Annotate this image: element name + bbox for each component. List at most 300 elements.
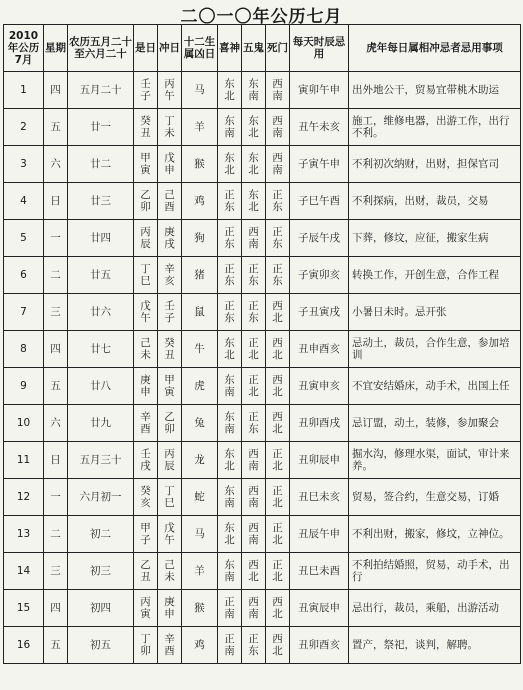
cell-chongri-char: 庚 xyxy=(164,596,175,608)
cell-note: 不利探病，出财，裁员，交易 xyxy=(349,183,521,220)
cell-shiri xyxy=(134,109,158,146)
cell-zodiac-animal: 猴 xyxy=(182,146,218,183)
cell-simen xyxy=(266,442,290,479)
cell-chongri xyxy=(158,146,182,183)
table-row xyxy=(4,590,521,627)
cell-simen-char: 西 xyxy=(272,152,283,164)
cell-simen-char: 北 xyxy=(272,571,283,583)
cell-lunar-date: 廿一 xyxy=(68,109,134,146)
cell-simen-char: 北 xyxy=(272,349,283,361)
cell-lunar-date: 初四 xyxy=(68,590,134,627)
table-row xyxy=(4,146,521,183)
cell-shichen: 丑卯酉亥 xyxy=(290,627,349,664)
cell-chongri xyxy=(158,479,182,516)
cell-wugui-char: 西 xyxy=(248,485,259,497)
column-header: 是日 xyxy=(134,25,158,72)
cell-wugui xyxy=(242,405,266,442)
cell-xishen-char: 正 xyxy=(224,226,235,238)
cell-xishen xyxy=(218,516,242,553)
cell-shichen: 子辰午戌 xyxy=(290,220,349,257)
cell-xishen-char: 东 xyxy=(224,152,235,164)
cell-day: 5 xyxy=(4,220,44,257)
cell-note: 不利拍结婚照，贸易，动手术，出行 xyxy=(349,553,521,590)
cell-shiri-char: 辰 xyxy=(140,238,151,250)
cell-wugui-char: 东 xyxy=(248,78,259,90)
cell-simen-char: 西 xyxy=(272,633,283,645)
cell-shichen: 丑午未亥 xyxy=(290,109,349,146)
cell-shiri-char: 壬 xyxy=(140,78,151,90)
cell-chongri-char: 申 xyxy=(164,164,175,176)
cell-lunar-date: 廿七 xyxy=(68,331,134,368)
cell-simen xyxy=(266,479,290,516)
cell-shiri-char: 庚 xyxy=(140,374,151,386)
cell-shiri xyxy=(134,183,158,220)
cell-chongri-char: 亥 xyxy=(164,275,175,287)
cell-shiri-char: 寅 xyxy=(140,608,151,620)
cell-day: 15 xyxy=(4,590,44,627)
cell-xishen-char: 南 xyxy=(224,608,235,620)
cell-wugui xyxy=(242,257,266,294)
cell-chongri-char: 庚 xyxy=(164,226,175,238)
cell-simen xyxy=(266,146,290,183)
cell-xishen-char: 北 xyxy=(224,534,235,546)
cell-shiri xyxy=(134,405,158,442)
cell-simen-char: 北 xyxy=(272,645,283,657)
almanac-table xyxy=(3,24,521,664)
cell-shiri xyxy=(134,479,158,516)
cell-lunar-date: 廿六 xyxy=(68,294,134,331)
table-row xyxy=(4,627,521,664)
cell-shiri xyxy=(134,294,158,331)
cell-simen xyxy=(266,109,290,146)
cell-weekday: 四 xyxy=(44,590,68,627)
cell-xishen-char: 南 xyxy=(224,497,235,509)
cell-shichen: 丑寅申亥 xyxy=(290,368,349,405)
table-row xyxy=(4,405,521,442)
cell-wugui xyxy=(242,183,266,220)
cell-chongri-char: 子 xyxy=(164,312,175,324)
cell-zodiac-animal: 兔 xyxy=(182,405,218,442)
cell-wugui-char: 东 xyxy=(248,115,259,127)
cell-shiri-char: 亥 xyxy=(140,497,151,509)
cell-xishen-char: 东 xyxy=(224,78,235,90)
cell-shiri-char: 己 xyxy=(140,337,151,349)
cell-zodiac-animal: 猴 xyxy=(182,590,218,627)
table-row xyxy=(4,183,521,220)
cell-xishen-char: 北 xyxy=(224,90,235,102)
cell-wugui-char: 西 xyxy=(248,559,259,571)
cell-simen-char: 西 xyxy=(272,78,283,90)
cell-shichen: 子寅午申 xyxy=(290,146,349,183)
cell-day: 3 xyxy=(4,146,44,183)
cell-note: 出外地公干，贸易宜带桃木助运 xyxy=(349,72,521,109)
cell-weekday: 五 xyxy=(44,368,68,405)
cell-weekday: 一 xyxy=(44,220,68,257)
cell-shiri-char: 卯 xyxy=(140,201,151,213)
cell-day: 1 xyxy=(4,72,44,109)
cell-wugui-char: 南 xyxy=(248,238,259,250)
cell-xishen-char: 正 xyxy=(224,263,235,275)
cell-chongri-char: 戊 xyxy=(164,522,175,534)
cell-xishen-char: 南 xyxy=(224,386,235,398)
cell-xishen-char: 东 xyxy=(224,485,235,497)
cell-zodiac-animal: 鸡 xyxy=(182,183,218,220)
cell-shiri-char: 辛 xyxy=(140,411,151,423)
cell-chongri-char: 壬 xyxy=(164,300,175,312)
cell-xishen-char: 北 xyxy=(224,349,235,361)
cell-shiri xyxy=(134,146,158,183)
cell-chongri xyxy=(158,627,182,664)
cell-simen-char: 西 xyxy=(272,115,283,127)
cell-weekday: 五 xyxy=(44,627,68,664)
cell-chongri-char: 未 xyxy=(164,127,175,139)
cell-weekday: 二 xyxy=(44,257,68,294)
cell-weekday: 四 xyxy=(44,72,68,109)
cell-shiri-char: 癸 xyxy=(140,115,151,127)
cell-shiri xyxy=(134,257,158,294)
cell-wugui-char: 北 xyxy=(248,164,259,176)
cell-note: 忌订盟，动土，装修，参加聚会 xyxy=(349,405,521,442)
cell-wugui-char: 北 xyxy=(248,386,259,398)
cell-xishen xyxy=(218,331,242,368)
cell-shichen: 丑寅辰申 xyxy=(290,590,349,627)
cell-wugui-char: 东 xyxy=(248,152,259,164)
cell-simen xyxy=(266,331,290,368)
cell-chongri-char: 寅 xyxy=(164,386,175,398)
cell-shiri-char: 丙 xyxy=(140,226,151,238)
cell-chongri xyxy=(158,553,182,590)
cell-chongri-char: 丑 xyxy=(164,349,175,361)
cell-chongri-char: 乙 xyxy=(164,411,175,423)
cell-chongri xyxy=(158,72,182,109)
cell-simen xyxy=(266,590,290,627)
cell-zodiac-animal: 羊 xyxy=(182,109,218,146)
cell-xishen-char: 东 xyxy=(224,312,235,324)
cell-xishen xyxy=(218,479,242,516)
cell-simen xyxy=(266,368,290,405)
cell-wugui-char: 南 xyxy=(248,460,259,472)
cell-chongri-char: 丁 xyxy=(164,485,175,497)
cell-lunar-date: 廿二 xyxy=(68,146,134,183)
cell-wugui-char: 东 xyxy=(248,312,259,324)
cell-shiri-char: 甲 xyxy=(140,522,151,534)
cell-chongri-char: 午 xyxy=(164,90,175,102)
cell-xishen xyxy=(218,146,242,183)
cell-shiri xyxy=(134,331,158,368)
cell-wugui-char: 正 xyxy=(248,337,259,349)
cell-simen-char: 西 xyxy=(272,374,283,386)
cell-simen xyxy=(266,294,290,331)
cell-wugui xyxy=(242,331,266,368)
cell-chongri-char: 戊 xyxy=(164,152,175,164)
cell-wugui-char: 南 xyxy=(248,90,259,102)
cell-chongri xyxy=(158,257,182,294)
cell-wugui xyxy=(242,590,266,627)
cell-lunar-date: 六月初一 xyxy=(68,479,134,516)
cell-wugui-char: 西 xyxy=(248,448,259,460)
cell-wugui xyxy=(242,146,266,183)
cell-chongri xyxy=(158,368,182,405)
cell-day: 10 xyxy=(4,405,44,442)
cell-shiri-char: 丑 xyxy=(140,127,151,139)
cell-weekday: 日 xyxy=(44,442,68,479)
cell-zodiac-animal: 蛇 xyxy=(182,479,218,516)
cell-xishen-char: 南 xyxy=(224,571,235,583)
cell-simen-char: 正 xyxy=(272,189,283,201)
cell-chongri xyxy=(158,220,182,257)
cell-zodiac-animal: 牛 xyxy=(182,331,218,368)
cell-note: 施工，维修电器，出游工作，出行不利。 xyxy=(349,109,521,146)
column-header: 农历五月二十至六月二十 xyxy=(68,25,134,72)
cell-chongri-char: 未 xyxy=(164,571,175,583)
cell-shiri-char: 丙 xyxy=(140,596,151,608)
cell-chongri xyxy=(158,331,182,368)
cell-wugui-char: 正 xyxy=(248,374,259,386)
cell-shichen: 丑申酉亥 xyxy=(290,331,349,368)
column-header: 虎年每日属相冲忌者忌用事项 xyxy=(349,25,521,72)
cell-shiri-char: 巳 xyxy=(140,275,151,287)
cell-shiri-char: 子 xyxy=(140,534,151,546)
cell-xishen xyxy=(218,257,242,294)
cell-wugui-char: 正 xyxy=(248,411,259,423)
cell-shichen: 寅卯午申 xyxy=(290,72,349,109)
cell-simen-char: 南 xyxy=(272,90,283,102)
cell-wugui xyxy=(242,442,266,479)
cell-simen xyxy=(266,183,290,220)
table-row xyxy=(4,479,521,516)
cell-chongri xyxy=(158,516,182,553)
cell-chongri-char: 午 xyxy=(164,534,175,546)
cell-lunar-date: 初三 xyxy=(68,553,134,590)
cell-chongri xyxy=(158,109,182,146)
column-header: 五鬼 xyxy=(242,25,266,72)
cell-simen-char: 北 xyxy=(272,608,283,620)
cell-xishen-char: 东 xyxy=(224,337,235,349)
cell-xishen xyxy=(218,627,242,664)
cell-zodiac-animal: 狗 xyxy=(182,220,218,257)
cell-simen-char: 正 xyxy=(272,263,283,275)
cell-simen-char: 西 xyxy=(272,337,283,349)
cell-note: 下葬，修坟，应征，搬家生病 xyxy=(349,220,521,257)
cell-xishen xyxy=(218,183,242,220)
cell-wugui xyxy=(242,109,266,146)
cell-lunar-date: 廿四 xyxy=(68,220,134,257)
cell-wugui-char: 东 xyxy=(248,423,259,435)
cell-wugui-char: 正 xyxy=(248,633,259,645)
cell-shiri-char: 酉 xyxy=(140,423,151,435)
cell-wugui-char: 南 xyxy=(248,497,259,509)
cell-lunar-date: 初二 xyxy=(68,516,134,553)
cell-weekday: 三 xyxy=(44,553,68,590)
cell-simen-char: 正 xyxy=(272,522,283,534)
cell-simen-char: 正 xyxy=(272,559,283,571)
cell-lunar-date: 五月二十 xyxy=(68,72,134,109)
table-row xyxy=(4,109,521,146)
column-header: 冲日 xyxy=(158,25,182,72)
cell-day: 7 xyxy=(4,294,44,331)
cell-chongri-char: 酉 xyxy=(164,201,175,213)
cell-chongri-char: 辛 xyxy=(164,263,175,275)
cell-simen xyxy=(266,553,290,590)
cell-simen-char: 北 xyxy=(272,460,283,472)
header-row xyxy=(4,25,521,72)
cell-shiri xyxy=(134,627,158,664)
cell-simen-char: 北 xyxy=(272,312,283,324)
column-header: 死门 xyxy=(266,25,290,72)
cell-zodiac-animal: 马 xyxy=(182,72,218,109)
cell-xishen xyxy=(218,442,242,479)
cell-xishen-char: 北 xyxy=(224,460,235,472)
cell-simen-char: 正 xyxy=(272,485,283,497)
table-row xyxy=(4,331,521,368)
cell-shiri-char: 申 xyxy=(140,386,151,398)
cell-xishen xyxy=(218,368,242,405)
cell-day: 16 xyxy=(4,627,44,664)
cell-zodiac-animal: 羊 xyxy=(182,553,218,590)
cell-weekday: 五 xyxy=(44,109,68,146)
cell-wugui xyxy=(242,368,266,405)
cell-shiri xyxy=(134,553,158,590)
cell-simen-char: 西 xyxy=(272,300,283,312)
cell-shiri xyxy=(134,72,158,109)
cell-lunar-date: 廿九 xyxy=(68,405,134,442)
cell-chongri-char: 癸 xyxy=(164,337,175,349)
cell-xishen-char: 正 xyxy=(224,633,235,645)
cell-wugui-char: 西 xyxy=(248,596,259,608)
cell-xishen-char: 正 xyxy=(224,300,235,312)
cell-simen-char: 东 xyxy=(272,201,283,213)
cell-simen xyxy=(266,220,290,257)
cell-simen xyxy=(266,405,290,442)
cell-note: 不利出财，搬家，修坟，立神位。 xyxy=(349,516,521,553)
cell-note: 小暑日未时。忌开张 xyxy=(349,294,521,331)
cell-chongri xyxy=(158,442,182,479)
cell-simen-char: 南 xyxy=(272,127,283,139)
cell-shiri-char: 戌 xyxy=(140,460,151,472)
cell-note: 置产，祭祀，谈判，解聘。 xyxy=(349,627,521,664)
cell-simen xyxy=(266,516,290,553)
cell-note: 忌动土，裁员，合作生意，参加培训 xyxy=(349,331,521,368)
cell-shiri-char: 寅 xyxy=(140,164,151,176)
cell-wugui xyxy=(242,516,266,553)
cell-shiri-char: 卯 xyxy=(140,645,151,657)
cell-note: 贸易，签合约，生意交易，订婚 xyxy=(349,479,521,516)
cell-simen-char: 南 xyxy=(272,164,283,176)
cell-simen-char: 北 xyxy=(272,423,283,435)
cell-xishen-char: 东 xyxy=(224,522,235,534)
column-header: 每天时辰忌用 xyxy=(290,25,349,72)
cell-zodiac-animal: 马 xyxy=(182,516,218,553)
cell-zodiac-animal: 虎 xyxy=(182,368,218,405)
cell-shiri-char: 戊 xyxy=(140,300,151,312)
cell-chongri-char: 丙 xyxy=(164,78,175,90)
cell-simen xyxy=(266,627,290,664)
cell-shichen: 丑卯酉戌 xyxy=(290,405,349,442)
cell-zodiac-animal: 鸡 xyxy=(182,627,218,664)
cell-xishen xyxy=(218,405,242,442)
cell-simen xyxy=(266,257,290,294)
cell-lunar-date: 廿三 xyxy=(68,183,134,220)
cell-chongri-char: 辛 xyxy=(164,633,175,645)
cell-shiri-char: 丁 xyxy=(140,633,151,645)
cell-simen-char: 东 xyxy=(272,238,283,250)
cell-chongri-char: 巳 xyxy=(164,497,175,509)
cell-note: 掘水沟，修理水渠，面试，审计来养。 xyxy=(349,442,521,479)
cell-shiri xyxy=(134,590,158,627)
cell-simen xyxy=(266,72,290,109)
cell-simen-char: 北 xyxy=(272,386,283,398)
cell-weekday: 三 xyxy=(44,294,68,331)
cell-xishen-char: 北 xyxy=(224,164,235,176)
cell-shichen: 子巳午酉 xyxy=(290,183,349,220)
cell-wugui-char: 正 xyxy=(248,263,259,275)
cell-simen-char: 西 xyxy=(272,596,283,608)
column-header: 喜神 xyxy=(218,25,242,72)
cell-wugui xyxy=(242,294,266,331)
cell-day: 2 xyxy=(4,109,44,146)
cell-shiri-char: 癸 xyxy=(140,485,151,497)
cell-xishen-char: 南 xyxy=(224,127,235,139)
cell-day: 8 xyxy=(4,331,44,368)
cell-chongri xyxy=(158,294,182,331)
cell-shiri xyxy=(134,516,158,553)
cell-xishen-char: 东 xyxy=(224,411,235,423)
cell-simen-char: 西 xyxy=(272,411,283,423)
cell-wugui-char: 西 xyxy=(248,522,259,534)
table-row xyxy=(4,516,521,553)
cell-shiri-char: 丁 xyxy=(140,263,151,275)
cell-xishen xyxy=(218,590,242,627)
cell-simen-char: 北 xyxy=(272,497,283,509)
cell-xishen xyxy=(218,72,242,109)
cell-shiri xyxy=(134,442,158,479)
cell-lunar-date: 五月三十 xyxy=(68,442,134,479)
cell-wugui-char: 正 xyxy=(248,300,259,312)
cell-shiri-char: 未 xyxy=(140,349,151,361)
cell-day: 9 xyxy=(4,368,44,405)
table-body xyxy=(4,72,521,664)
column-header: 星期 xyxy=(44,25,68,72)
cell-chongri-char: 卯 xyxy=(164,423,175,435)
cell-chongri-char: 己 xyxy=(164,559,175,571)
cell-xishen-char: 东 xyxy=(224,238,235,250)
cell-xishen-char: 东 xyxy=(224,275,235,287)
cell-shiri-char: 甲 xyxy=(140,152,151,164)
cell-lunar-date: 廿八 xyxy=(68,368,134,405)
cell-shichen: 子丑寅戌 xyxy=(290,294,349,331)
cell-zodiac-animal: 鼠 xyxy=(182,294,218,331)
cell-weekday: 六 xyxy=(44,405,68,442)
table-row xyxy=(4,553,521,590)
cell-chongri-char: 丁 xyxy=(164,115,175,127)
cell-chongri-char: 申 xyxy=(164,608,175,620)
cell-chongri xyxy=(158,590,182,627)
cell-day: 12 xyxy=(4,479,44,516)
cell-simen-char: 正 xyxy=(272,448,283,460)
cell-shiri xyxy=(134,220,158,257)
cell-xishen-char: 东 xyxy=(224,374,235,386)
cell-xishen-char: 南 xyxy=(224,423,235,435)
cell-wugui xyxy=(242,479,266,516)
cell-lunar-date: 廿五 xyxy=(68,257,134,294)
cell-chongri xyxy=(158,405,182,442)
cell-day: 4 xyxy=(4,183,44,220)
cell-wugui xyxy=(242,627,266,664)
page-title: 二〇一〇年公历七月 xyxy=(180,7,343,27)
cell-wugui-char: 北 xyxy=(248,201,259,213)
cell-simen-char: 正 xyxy=(272,226,283,238)
cell-simen-char: 东 xyxy=(272,275,283,287)
